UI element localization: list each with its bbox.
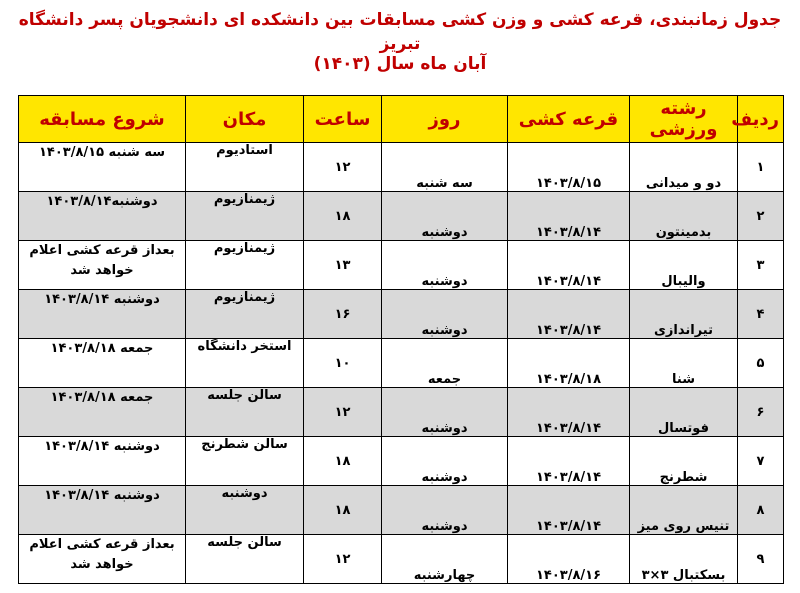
cell-place: ژیمنازیوم	[186, 241, 304, 290]
cell-start: دوشنبه ۱۴۰۳/۸/۱۴	[19, 486, 186, 535]
cell-day: جمعه	[382, 339, 508, 388]
cell-time: ۱۸	[304, 192, 382, 241]
cell-sport: دو و میدانی	[630, 143, 738, 192]
cell-draw: ۱۴۰۳/۸/۱۸	[508, 339, 630, 388]
cell-draw: ۱۴۰۳/۸/۱۴	[508, 290, 630, 339]
cell-time: ۱۸	[304, 486, 382, 535]
cell-row-number: ۵	[738, 339, 784, 388]
cell-place: استخر دانشگاه	[186, 339, 304, 388]
cell-place: ژیمنازیوم	[186, 192, 304, 241]
table-row	[19, 339, 784, 388]
cell-day: دوشنبه	[382, 192, 508, 241]
cell-draw: ۱۴۰۳/۸/۱۶	[508, 535, 630, 584]
cell-place: ژیمنازیوم	[186, 290, 304, 339]
cell-day: دوشنبه	[382, 290, 508, 339]
cell-day: دوشنبه	[382, 388, 508, 437]
cell-row-number: ۲	[738, 192, 784, 241]
cell-day: سه شنبه	[382, 143, 508, 192]
cell-draw: ۱۴۰۳/۸/۱۵	[508, 143, 630, 192]
schedule-table	[18, 95, 784, 584]
cell-start: بعداز قرعه کشی اعلام خواهد شد	[19, 241, 186, 290]
cell-row-number: ۸	[738, 486, 784, 535]
cell-sport: شطرنج	[630, 437, 738, 486]
cell-row-number: ۱	[738, 143, 784, 192]
cell-row-number: ۷	[738, 437, 784, 486]
cell-place: استادیوم	[186, 143, 304, 192]
cell-start: دوشنبه ۱۴۰۳/۸/۱۴	[19, 290, 186, 339]
document-title: جدول زمانبندی، قرعه کشی و وزن کشی مسابقات بین دانشکده ای دانشجویان پسر دانشگاه تبریز	[18, 10, 782, 54]
cell-start: جمعه ۱۴۰۳/۸/۱۸	[19, 339, 186, 388]
cell-sport: بدمینتون	[630, 192, 738, 241]
cell-sport: بسکتبال ۳×۳	[630, 535, 738, 584]
cell-sport: تیراندازی	[630, 290, 738, 339]
cell-day: دوشنبه	[382, 486, 508, 535]
cell-row-number: ۳	[738, 241, 784, 290]
cell-row-number: ۴	[738, 290, 784, 339]
cell-time: ۱۳	[304, 241, 382, 290]
cell-sport: فوتسال	[630, 388, 738, 437]
cell-time: ۱۲	[304, 143, 382, 192]
cell-sport: والیبال	[630, 241, 738, 290]
cell-place: سالن جلسه	[186, 535, 304, 584]
table-row	[19, 486, 784, 535]
header-row-number: ردیف	[738, 96, 784, 143]
cell-draw: ۱۴۰۳/۸/۱۴	[508, 486, 630, 535]
table-row	[19, 388, 784, 437]
cell-start: سه شنبه ۱۴۰۳/۸/۱۵	[19, 143, 186, 192]
cell-start: دوشنبه۱۴۰۳/۸/۱۴	[19, 192, 186, 241]
cell-start: دوشنبه ۱۴۰۳/۸/۱۴	[19, 437, 186, 486]
header-sport: رشته ورزشی	[630, 96, 738, 143]
cell-draw: ۱۴۰۳/۸/۱۴	[508, 388, 630, 437]
table-row	[19, 437, 784, 486]
table-row	[19, 290, 784, 339]
cell-time: ۱۶	[304, 290, 382, 339]
cell-draw: ۱۴۰۳/۸/۱۴	[508, 241, 630, 290]
header-row	[19, 96, 784, 143]
header-place: مکان	[186, 96, 304, 143]
cell-start: جمعه ۱۴۰۳/۸/۱۸	[19, 388, 186, 437]
cell-day: دوشنبه	[382, 437, 508, 486]
table-row	[19, 241, 784, 290]
cell-time: ۱۰	[304, 339, 382, 388]
header-time: ساعت	[304, 96, 382, 143]
header-draw: قرعه کشی	[508, 96, 630, 143]
header-day: روز	[382, 96, 508, 143]
cell-start: بعداز قرعه کشی اعلام خواهد شد	[19, 535, 186, 584]
cell-place: سالن شطرنج	[186, 437, 304, 486]
cell-time: ۱۸	[304, 437, 382, 486]
cell-place: سالن جلسه	[186, 388, 304, 437]
cell-draw: ۱۴۰۳/۸/۱۴	[508, 192, 630, 241]
table-row	[19, 535, 784, 584]
cell-row-number: ۹	[738, 535, 784, 584]
cell-place: دوشنبه	[186, 486, 304, 535]
cell-draw: ۱۴۰۳/۸/۱۴	[508, 437, 630, 486]
cell-time: ۱۲	[304, 535, 382, 584]
cell-row-number: ۶	[738, 388, 784, 437]
table-row	[19, 143, 784, 192]
cell-sport: شنا	[630, 339, 738, 388]
header-start: شروع مسابقه	[19, 96, 186, 143]
cell-day: چهارشنبه	[382, 535, 508, 584]
document-subtitle: آبان ماه سال (۱۴۰۳)	[313, 54, 487, 74]
cell-sport: تنیس روی میز	[630, 486, 738, 535]
cell-time: ۱۲	[304, 388, 382, 437]
table-row	[19, 192, 784, 241]
cell-day: دوشنبه	[382, 241, 508, 290]
